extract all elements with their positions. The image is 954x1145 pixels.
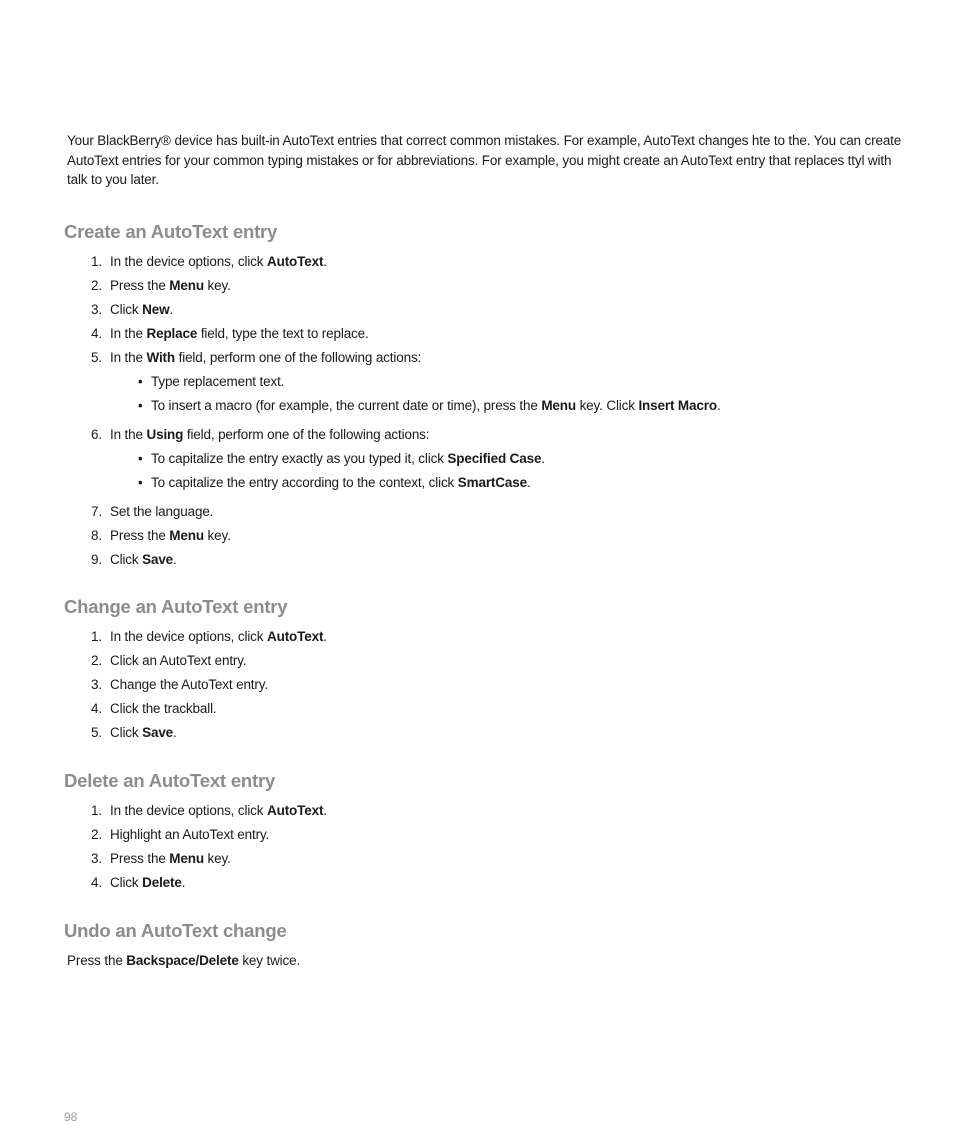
step-text: Click — [110, 725, 143, 740]
step-text: In the — [110, 326, 147, 341]
sub-item-text: To capitalize the entry exactly as you typed it, click — [151, 451, 448, 466]
step-text: Click the trackball. — [110, 701, 217, 716]
step-text: Change the AutoText entry. — [110, 677, 268, 692]
step-text: . — [173, 725, 177, 740]
create-section — [64, 220, 924, 572]
delete-steps-list — [64, 799, 924, 895]
step-bold-text: Delete — [142, 875, 182, 890]
step-number: 9. — [91, 552, 102, 567]
list-item — [64, 799, 924, 823]
bullet-icon: • — [138, 398, 143, 413]
list-item — [64, 250, 924, 274]
step-text: Click an AutoText entry. — [110, 653, 247, 668]
sub-item-text: Type replacement text. — [151, 374, 285, 389]
step-number: 4. — [91, 326, 102, 341]
step-text: Click — [110, 552, 143, 567]
step-bold-text: AutoText — [267, 254, 324, 269]
page-number: 98 — [64, 1110, 78, 1124]
sub-item-text: To capitalize the entry according to the context, click — [151, 475, 458, 490]
step-number: 7. — [91, 504, 102, 519]
step-text: In the — [110, 427, 147, 442]
list-item — [64, 548, 924, 572]
list-item — [64, 673, 924, 697]
step-text: Press the — [110, 278, 170, 293]
step-bold-text: Using — [146, 427, 184, 442]
step-number: 5. — [91, 725, 102, 740]
step-number: 1. — [91, 254, 102, 269]
intro-paragraph: Your BlackBerry® device has built-in AutoText entries that correct common mistakes. For example, AutoText changes hte to the. You can create AutoText entries for your common typing mistakes or for abbreviations. For example, you might create an AutoText entry that replaces ttyl with talk to you later. — [67, 133, 902, 187]
step-bold-text: AutoText — [267, 803, 324, 818]
step-number: 1. — [91, 629, 102, 644]
step-text: Press the — [110, 528, 170, 543]
sub-item-text: . — [716, 398, 721, 413]
step-number: 2. — [91, 653, 102, 668]
step-number: 8. — [91, 528, 102, 543]
sub-item-text: . — [541, 451, 545, 466]
step-text: . — [323, 803, 327, 818]
sub-list-item — [110, 394, 924, 418]
list-item — [64, 500, 924, 524]
step-bold-text: Save — [142, 552, 174, 567]
list-item — [64, 649, 924, 673]
step-text: field, type the text to replace. — [197, 326, 369, 341]
step-text: In the device options, click — [110, 629, 267, 644]
list-item — [64, 322, 924, 346]
sub-list-item — [110, 370, 924, 394]
list-item — [64, 847, 924, 871]
step-text: key. — [203, 528, 231, 543]
instruction-text: Press the — [67, 953, 127, 968]
sub-list — [110, 447, 924, 495]
sub-item-text: key. Click — [575, 398, 639, 413]
step-text: In the device options, click — [110, 803, 267, 818]
step-text: In the — [110, 350, 147, 365]
step-number: 3. — [91, 851, 102, 866]
step-text: In the device options, click — [110, 254, 267, 269]
step-text: Set the language. — [110, 504, 214, 519]
sub-item-bold-text: Specified Case — [447, 451, 542, 466]
sub-list-item — [110, 447, 924, 471]
list-item — [64, 871, 924, 895]
step-text: Press the — [110, 851, 170, 866]
list-item — [64, 697, 924, 721]
instruction-bold-text: Backspace/Delete — [126, 953, 239, 968]
sub-item-text: . — [526, 475, 531, 490]
step-bold-text: Menu — [169, 278, 204, 293]
delete-section — [64, 769, 924, 895]
step-number: 5. — [91, 350, 102, 365]
list-item — [64, 298, 924, 322]
bullet-icon: • — [138, 374, 143, 389]
sub-item-bold-text: Menu — [541, 398, 576, 413]
step-number: 2. — [91, 827, 102, 842]
step-bold-text: Save — [142, 725, 174, 740]
undo-instruction — [67, 949, 924, 973]
list-item — [64, 823, 924, 847]
sub-item-bold-text: SmartCase — [457, 475, 527, 490]
step-text: key. — [203, 851, 231, 866]
sub-item-text: To insert a macro (for example, the current date or time), press the — [151, 398, 542, 413]
step-text: field, perform one of the following actions: — [175, 350, 422, 365]
step-text: key. — [203, 278, 231, 293]
list-item — [64, 524, 924, 548]
step-text: . — [323, 254, 327, 269]
delete-heading: Delete an AutoText entry — [64, 770, 276, 791]
list-item — [64, 625, 924, 649]
list-item — [64, 346, 924, 418]
list-item — [64, 423, 924, 495]
step-bold-text: AutoText — [267, 629, 324, 644]
step-bold-text: New — [142, 302, 170, 317]
step-text: Click — [110, 875, 143, 890]
step-bold-text: Menu — [169, 851, 204, 866]
step-number: 3. — [91, 677, 102, 692]
list-item — [64, 274, 924, 298]
undo-heading: Undo an AutoText change — [64, 920, 287, 941]
step-bold-text: Replace — [146, 326, 198, 341]
instruction-text: key twice. — [238, 953, 301, 968]
step-number: 4. — [91, 875, 102, 890]
step-text: . — [323, 629, 327, 644]
change-heading: Change an AutoText entry — [64, 596, 288, 617]
step-text: . — [173, 552, 177, 567]
step-text: Highlight an AutoText entry. — [110, 827, 270, 842]
create-heading: Create an AutoText entry — [64, 221, 278, 242]
step-number: 4. — [91, 701, 102, 716]
sub-list-item — [110, 471, 924, 495]
step-number: 6. — [91, 427, 102, 442]
step-text: field, perform one of the following actions: — [183, 427, 430, 442]
step-number: 1. — [91, 803, 102, 818]
step-text: . — [169, 302, 174, 317]
sub-list — [110, 370, 924, 418]
step-number: 2. — [91, 278, 102, 293]
step-number: 3. — [91, 302, 102, 317]
step-bold-text: Menu — [169, 528, 204, 543]
create-steps-list — [64, 250, 924, 572]
change-section — [64, 595, 924, 745]
step-text: Click — [110, 302, 143, 317]
sub-item-bold-text: Insert Macro — [638, 398, 717, 413]
undo-section — [64, 919, 924, 973]
step-bold-text: With — [146, 350, 176, 365]
step-text: . — [181, 875, 186, 890]
bullet-icon: • — [138, 475, 143, 490]
change-steps-list — [64, 625, 924, 745]
bullet-icon: • — [138, 451, 143, 466]
list-item — [64, 721, 924, 745]
